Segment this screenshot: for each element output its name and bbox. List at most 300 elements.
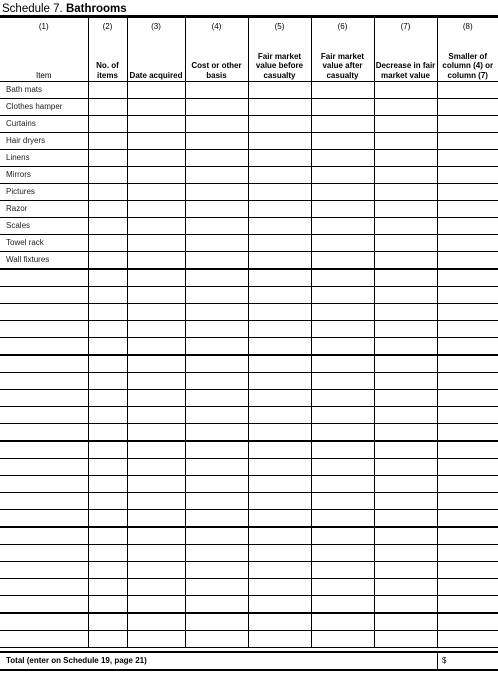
column-label: Cost or other basis (191, 61, 242, 80)
entry-cell[interactable] (127, 99, 185, 116)
entry-cell[interactable] (311, 201, 374, 218)
table-row (0, 596, 498, 614)
entry-cell[interactable] (88, 150, 127, 167)
entry-cell[interactable] (185, 184, 248, 201)
entry-cell[interactable] (127, 338, 185, 356)
item-cell[interactable]: Bath mats (0, 82, 88, 99)
column-header-8 (437, 18, 498, 82)
entry-cell[interactable] (88, 269, 127, 287)
column-header-7 (374, 18, 437, 82)
table-row (0, 99, 498, 116)
entry-cell[interactable] (374, 510, 437, 528)
entry-cell[interactable] (374, 150, 437, 167)
entry-cell[interactable] (374, 355, 437, 373)
column-header-2 (88, 18, 127, 82)
entry-cell[interactable] (248, 459, 311, 476)
item-cell[interactable]: Clothes hamper (0, 99, 88, 116)
entry-cell[interactable] (88, 167, 127, 184)
entry-cell[interactable] (374, 476, 437, 493)
entry-cell[interactable] (88, 201, 127, 218)
entry-cell[interactable] (374, 390, 437, 407)
entry-cell[interactable] (437, 235, 498, 252)
item-cell[interactable]: Curtains (0, 116, 88, 133)
entry-cell[interactable] (185, 407, 248, 424)
entry-cell[interactable] (127, 459, 185, 476)
entry-cell[interactable] (437, 338, 498, 356)
entry-cell[interactable] (248, 476, 311, 493)
entry-cell[interactable] (127, 116, 185, 133)
entry-cell[interactable] (437, 476, 498, 493)
entry-cell[interactable] (248, 407, 311, 424)
entry-cell[interactable] (374, 321, 437, 338)
table-row (0, 579, 498, 596)
item-cell[interactable]: Towel rack (0, 235, 88, 252)
entry-cell[interactable] (185, 527, 248, 545)
entry-cell[interactable] (127, 304, 185, 321)
item-cell[interactable]: Hair dryers (0, 133, 88, 150)
entry-cell[interactable] (437, 579, 498, 596)
item-cell[interactable] (0, 441, 88, 459)
entry-cell[interactable] (127, 631, 185, 648)
entry-cell[interactable] (374, 441, 437, 459)
total-divider (437, 653, 438, 669)
item-cell[interactable] (0, 407, 88, 424)
entry-cell[interactable] (127, 510, 185, 528)
entry-cell[interactable] (127, 201, 185, 218)
entry-cell[interactable] (437, 424, 498, 442)
entry-cell[interactable] (248, 562, 311, 579)
entry-cell[interactable] (311, 338, 374, 356)
entry-cell[interactable] (185, 476, 248, 493)
entry-cell[interactable] (248, 184, 311, 201)
entry-cell[interactable] (374, 613, 437, 631)
entry-cell[interactable] (185, 269, 248, 287)
entry-cell[interactable] (374, 596, 437, 614)
entry-cell[interactable] (311, 579, 374, 596)
entry-cell[interactable] (88, 545, 127, 562)
item-cell[interactable] (0, 287, 88, 304)
entry-cell[interactable] (185, 116, 248, 133)
entry-cell[interactable] (311, 321, 374, 338)
entry-cell[interactable] (311, 304, 374, 321)
entry-cell[interactable] (185, 321, 248, 338)
entry-cell[interactable] (185, 218, 248, 235)
entry-cell[interactable] (437, 527, 498, 545)
entry-cell[interactable] (437, 545, 498, 562)
item-cell[interactable] (0, 476, 88, 493)
entry-cell[interactable] (311, 116, 374, 133)
entry-cell[interactable] (185, 390, 248, 407)
total-label: Total (enter on Schedule 19, page 21) (6, 656, 147, 665)
entry-cell[interactable] (311, 441, 374, 459)
entry-cell[interactable] (88, 407, 127, 424)
entry-cell[interactable] (374, 184, 437, 201)
entry-cell[interactable] (88, 82, 127, 99)
entry-cell[interactable] (311, 133, 374, 150)
entry-cell[interactable] (437, 184, 498, 201)
entry-cell[interactable] (311, 355, 374, 373)
entry-cell[interactable] (88, 133, 127, 150)
entry-cell[interactable] (248, 269, 311, 287)
entry-cell[interactable] (127, 373, 185, 390)
entry-cell[interactable] (374, 562, 437, 579)
entry-cell[interactable] (248, 150, 311, 167)
entry-cell[interactable] (248, 373, 311, 390)
entry-cell[interactable] (127, 184, 185, 201)
entry-cell[interactable] (248, 579, 311, 596)
column-number: (1) (38, 22, 49, 31)
entry-cell[interactable] (88, 562, 127, 579)
entry-cell[interactable] (311, 150, 374, 167)
table-row (0, 373, 498, 390)
entry-cell[interactable] (311, 287, 374, 304)
item-cell[interactable]: Wall fixtures (0, 252, 88, 270)
item-cell[interactable]: Mirrors (0, 167, 88, 184)
entry-cell[interactable] (88, 304, 127, 321)
entry-cell[interactable] (127, 613, 185, 631)
entry-cell[interactable] (88, 596, 127, 614)
column-header-1 (0, 18, 88, 82)
entry-cell[interactable] (127, 407, 185, 424)
entry-cell[interactable] (248, 545, 311, 562)
entry-cell[interactable] (311, 252, 374, 270)
entry-cell[interactable] (248, 596, 311, 614)
entry-cell[interactable] (248, 201, 311, 218)
entry-cell[interactable] (374, 82, 437, 99)
entry-cell[interactable] (437, 510, 498, 528)
entry-cell[interactable] (248, 631, 311, 648)
entry-cell[interactable] (127, 579, 185, 596)
entry-cell[interactable] (88, 373, 127, 390)
entry-cell[interactable] (127, 476, 185, 493)
entry-cell[interactable] (88, 355, 127, 373)
item-cell[interactable] (0, 596, 88, 614)
item-cell[interactable] (0, 424, 88, 442)
entry-cell[interactable] (311, 184, 374, 201)
entry-cell[interactable] (248, 424, 311, 442)
entry-cell[interactable] (88, 390, 127, 407)
entry-cell[interactable] (127, 527, 185, 545)
entry-cell[interactable] (248, 510, 311, 528)
entry-cell[interactable] (437, 82, 498, 99)
item-cell[interactable] (0, 304, 88, 321)
table-row (0, 201, 498, 218)
entry-cell[interactable] (127, 82, 185, 99)
entry-cell[interactable] (127, 424, 185, 442)
entry-cell[interactable] (127, 235, 185, 252)
entry-cell[interactable] (185, 545, 248, 562)
entry-cell[interactable] (88, 218, 127, 235)
entry-cell[interactable] (437, 493, 498, 510)
item-cell[interactable] (0, 579, 88, 596)
column-number: (8) (462, 22, 473, 31)
entry-cell[interactable] (437, 613, 498, 631)
table-row (0, 545, 498, 562)
table-row (0, 390, 498, 407)
entry-cell[interactable] (88, 459, 127, 476)
table-row (0, 116, 498, 133)
entry-cell[interactable] (185, 287, 248, 304)
entry-cell[interactable] (127, 133, 185, 150)
column-number: (5) (274, 22, 285, 31)
item-cell[interactable] (0, 269, 88, 287)
item-cell[interactable] (0, 373, 88, 390)
table-row (0, 441, 498, 459)
item-cell[interactable] (0, 459, 88, 476)
entry-cell[interactable] (311, 596, 374, 614)
entry-cell[interactable] (437, 321, 498, 338)
entry-cell[interactable] (127, 390, 185, 407)
entry-cell[interactable] (374, 287, 437, 304)
entry-cell[interactable] (374, 373, 437, 390)
entry-cell[interactable] (311, 493, 374, 510)
bathrooms-table (0, 17, 498, 648)
entry-cell[interactable] (88, 184, 127, 201)
entry-cell[interactable] (437, 116, 498, 133)
entry-cell[interactable] (248, 493, 311, 510)
entry-cell[interactable] (88, 252, 127, 270)
entry-cell[interactable] (374, 218, 437, 235)
entry-cell[interactable] (374, 116, 437, 133)
entry-cell[interactable] (374, 338, 437, 356)
entry-cell[interactable] (311, 459, 374, 476)
entry-cell[interactable] (127, 287, 185, 304)
entry-cell[interactable] (248, 527, 311, 545)
entry-cell[interactable] (127, 252, 185, 270)
entry-cell[interactable] (88, 424, 127, 442)
entry-cell[interactable] (311, 476, 374, 493)
item-cell[interactable] (0, 493, 88, 510)
entry-cell[interactable] (127, 562, 185, 579)
entry-cell[interactable] (248, 167, 311, 184)
entry-cell[interactable] (311, 82, 374, 99)
entry-cell[interactable] (437, 631, 498, 648)
entry-cell[interactable] (127, 493, 185, 510)
entry-cell[interactable] (374, 304, 437, 321)
entry-cell[interactable] (374, 235, 437, 252)
entry-cell[interactable] (127, 596, 185, 614)
entry-cell[interactable] (88, 287, 127, 304)
entry-cell[interactable] (185, 150, 248, 167)
entry-cell[interactable] (88, 493, 127, 510)
table-row (0, 304, 498, 321)
entry-cell[interactable] (185, 235, 248, 252)
item-cell[interactable] (0, 510, 88, 528)
entry-cell[interactable] (437, 459, 498, 476)
entry-cell[interactable] (185, 99, 248, 116)
item-cell[interactable] (0, 390, 88, 407)
entry-cell[interactable] (311, 373, 374, 390)
entry-cell[interactable] (127, 321, 185, 338)
entry-cell[interactable] (248, 338, 311, 356)
entry-cell[interactable] (311, 167, 374, 184)
entry-cell[interactable] (311, 631, 374, 648)
item-cell[interactable]: Pictures (0, 184, 88, 201)
entry-cell[interactable] (88, 99, 127, 116)
item-cell[interactable] (0, 562, 88, 579)
entry-cell[interactable] (185, 373, 248, 390)
entry-cell[interactable] (185, 613, 248, 631)
entry-cell[interactable] (437, 441, 498, 459)
table-row (0, 631, 498, 648)
entry-cell[interactable] (374, 459, 437, 476)
entry-cell[interactable] (127, 150, 185, 167)
entry-cell[interactable] (437, 99, 498, 116)
entry-cell[interactable] (437, 133, 498, 150)
table-body (0, 82, 498, 648)
entry-cell[interactable] (311, 527, 374, 545)
entry-cell[interactable] (374, 407, 437, 424)
entry-cell[interactable] (248, 390, 311, 407)
entry-cell[interactable] (127, 218, 185, 235)
entry-cell[interactable] (185, 304, 248, 321)
entry-cell[interactable] (127, 269, 185, 287)
table-row (0, 150, 498, 167)
entry-cell[interactable] (437, 269, 498, 287)
entry-cell[interactable] (311, 545, 374, 562)
entry-cell[interactable] (248, 304, 311, 321)
entry-cell[interactable] (88, 116, 127, 133)
table-row (0, 407, 498, 424)
entry-cell[interactable] (374, 545, 437, 562)
column-label: Item (35, 70, 52, 80)
entry-cell[interactable] (185, 441, 248, 459)
table-row (0, 218, 498, 235)
column-label: Decrease in fair market value (375, 61, 436, 80)
entry-cell[interactable] (311, 218, 374, 235)
entry-cell[interactable] (248, 321, 311, 338)
entry-cell[interactable] (311, 562, 374, 579)
entry-cell[interactable] (88, 527, 127, 545)
item-cell[interactable] (0, 338, 88, 356)
entry-cell[interactable] (374, 269, 437, 287)
entry-cell[interactable] (88, 235, 127, 252)
entry-cell[interactable] (437, 407, 498, 424)
entry-cell[interactable] (248, 218, 311, 235)
entry-cell[interactable] (185, 82, 248, 99)
entry-cell[interactable] (437, 304, 498, 321)
entry-cell[interactable] (127, 545, 185, 562)
entry-cell[interactable] (248, 133, 311, 150)
item-cell[interactable] (0, 355, 88, 373)
entry-cell[interactable] (311, 407, 374, 424)
item-cell[interactable] (0, 613, 88, 631)
entry-cell[interactable] (185, 631, 248, 648)
item-cell[interactable] (0, 631, 88, 648)
item-cell[interactable]: Linens (0, 150, 88, 167)
entry-cell[interactable] (311, 269, 374, 287)
table-row (0, 424, 498, 442)
entry-cell[interactable] (311, 613, 374, 631)
entry-cell[interactable] (88, 510, 127, 528)
entry-cell[interactable] (127, 441, 185, 459)
schedule-name: Bathrooms (65, 3, 127, 15)
entry-cell[interactable] (437, 373, 498, 390)
entry-cell[interactable] (437, 167, 498, 184)
entry-cell[interactable] (374, 201, 437, 218)
entry-cell[interactable] (437, 150, 498, 167)
table-row (0, 476, 498, 493)
entry-cell[interactable] (374, 527, 437, 545)
entry-cell[interactable] (248, 99, 311, 116)
entry-cell[interactable] (374, 579, 437, 596)
entry-cell[interactable] (88, 321, 127, 338)
entry-cell[interactable] (437, 562, 498, 579)
table-row (0, 613, 498, 631)
entry-cell[interactable] (88, 441, 127, 459)
entry-cell[interactable] (437, 390, 498, 407)
entry-cell[interactable] (185, 596, 248, 614)
entry-cell[interactable] (437, 596, 498, 614)
entry-cell[interactable] (185, 355, 248, 373)
entry-cell[interactable] (88, 579, 127, 596)
entry-cell[interactable] (248, 441, 311, 459)
entry-cell[interactable] (185, 167, 248, 184)
item-cell[interactable] (0, 321, 88, 338)
entry-cell[interactable] (374, 252, 437, 270)
entry-cell[interactable] (185, 579, 248, 596)
item-cell[interactable]: Scales (0, 218, 88, 235)
entry-cell[interactable] (311, 235, 374, 252)
entry-cell[interactable] (374, 99, 437, 116)
entry-cell[interactable] (437, 287, 498, 304)
entry-cell[interactable] (185, 459, 248, 476)
entry-cell[interactable] (185, 424, 248, 442)
entry-cell[interactable] (374, 424, 437, 442)
entry-cell[interactable] (311, 390, 374, 407)
entry-cell[interactable] (185, 133, 248, 150)
entry-cell[interactable] (185, 338, 248, 356)
entry-cell[interactable] (88, 338, 127, 356)
entry-cell[interactable] (248, 613, 311, 631)
entry-cell[interactable] (127, 167, 185, 184)
entry-cell[interactable] (437, 355, 498, 373)
entry-cell[interactable] (88, 613, 127, 631)
entry-cell[interactable] (374, 493, 437, 510)
table-row (0, 459, 498, 476)
item-cell[interactable]: Razor (0, 201, 88, 218)
entry-cell[interactable] (437, 252, 498, 270)
item-cell[interactable] (0, 545, 88, 562)
table-row (0, 562, 498, 579)
entry-cell[interactable] (437, 201, 498, 218)
entry-cell[interactable] (311, 510, 374, 528)
entry-cell[interactable] (374, 631, 437, 648)
column-number: (3) (151, 22, 161, 31)
entry-cell[interactable] (311, 424, 374, 442)
entry-cell[interactable] (185, 510, 248, 528)
entry-cell[interactable] (248, 116, 311, 133)
entry-cell[interactable] (185, 252, 248, 270)
entry-cell[interactable] (185, 493, 248, 510)
entry-cell[interactable] (248, 82, 311, 99)
table-row (0, 269, 498, 287)
entry-cell[interactable] (437, 218, 498, 235)
entry-cell[interactable] (185, 562, 248, 579)
entry-cell[interactable] (248, 355, 311, 373)
entry-cell[interactable] (248, 252, 311, 270)
entry-cell[interactable] (185, 201, 248, 218)
entry-cell[interactable] (88, 631, 127, 648)
item-cell[interactable] (0, 527, 88, 545)
entry-cell[interactable] (374, 133, 437, 150)
entry-cell[interactable] (374, 167, 437, 184)
entry-cell[interactable] (248, 235, 311, 252)
entry-cell[interactable] (311, 99, 374, 116)
entry-cell[interactable] (248, 287, 311, 304)
entry-cell[interactable] (127, 355, 185, 373)
entry-cell[interactable] (88, 476, 127, 493)
